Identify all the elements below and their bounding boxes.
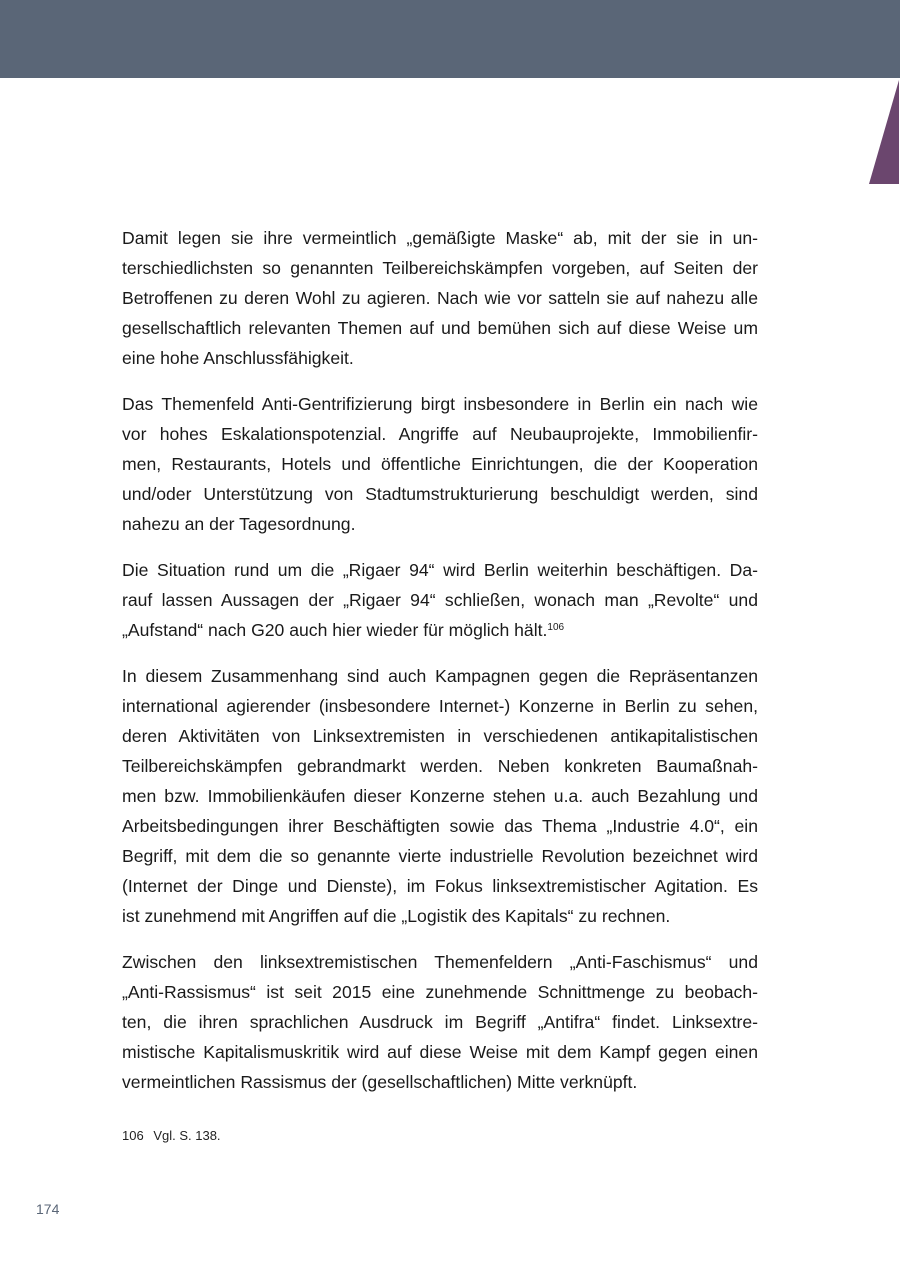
text-line — [122, 901, 758, 931]
text-line-content: (Internet der Dinge und Dienste), im Fokus linksextremistischer Agitation. Es — [122, 876, 758, 896]
text-line-content: Die Situation rund um die „Rigaer 94“ wird Berlin weiterhin beschäftigen. Da- — [122, 560, 758, 580]
text-line-content: Das Themenfeld Anti-Gentrifizierung birgt insbesondere in Berlin ein nach wie — [122, 394, 758, 414]
text-line — [122, 721, 758, 751]
header-bar — [0, 0, 900, 78]
text-line — [122, 1067, 758, 1097]
text-line-content: international agierender (insbesondere Internet-) Konzerne in Berlin zu sehen, — [122, 696, 758, 716]
text-line — [122, 479, 758, 509]
text-line-content: Arbeitsbedingungen ihrer Beschäftigten sowie das Thema „Industrie 4.0“, ein — [122, 816, 758, 836]
text-line — [122, 509, 758, 539]
text-line-content: terschiedlichsten so genannten Teilbereichskämpfen vorgeben, auf Seiten der — [122, 258, 758, 278]
text-line — [122, 1007, 758, 1037]
text-line — [122, 283, 758, 313]
text-line — [122, 389, 758, 419]
text-line — [122, 555, 758, 585]
text-line — [122, 1037, 758, 1067]
text-line-content: deren Aktivitäten von Linksextremisten in verschiedenen antikapitalistischen — [122, 726, 758, 746]
text-line-content: mistische Kapitalismuskritik wird auf diese Weise mit dem Kampf gegen einen — [122, 1042, 758, 1062]
text-line — [122, 615, 758, 645]
page-number: 174 — [36, 1201, 60, 1217]
paragraph — [122, 947, 758, 1097]
text-line — [122, 871, 758, 901]
text-line-content: men, Restaurants, Hotels und öffentliche Einrichtungen, die der Kooperation — [122, 454, 758, 474]
footnote — [122, 1128, 221, 1143]
text-line-content: ten, die ihren sprachlichen Ausdruck im Begriff „Antifra“ findet. Linksextre- — [122, 1012, 758, 1032]
text-line-content: nahezu an der Tagesordnung. — [122, 514, 356, 534]
text-line — [122, 751, 758, 781]
text-line-content: Zwischen den linksextremistischen Themenfeldern „Anti-Faschismus“ und — [122, 952, 758, 972]
text-line — [122, 781, 758, 811]
text-line-content: ist zunehmend mit Angriffen auf die „Logistik des Kapitals“ zu rechnen. — [122, 906, 671, 926]
body-text — [122, 223, 758, 1113]
text-line — [122, 947, 758, 977]
text-line-content: vor hohes Eskalationspotenzial. Angriffe auf Neubauprojekte, Immobilienfir- — [122, 424, 758, 444]
paragraph — [122, 661, 758, 931]
paragraph — [122, 223, 758, 373]
text-line — [122, 811, 758, 841]
paragraph — [122, 389, 758, 539]
text-line — [122, 313, 758, 343]
text-line-content: vermeintlichen Rassismus der (gesellschaftlichen) Mitte verknüpft. — [122, 1072, 638, 1092]
text-line-content: In diesem Zusammenhang sind auch Kampagnen gegen die Repräsentanzen — [122, 666, 758, 686]
footnote-number: 106 — [122, 1128, 144, 1143]
text-line-content: men bzw. Immobilienkäufen dieser Konzerne stehen u.a. auch Bezahlung und — [122, 786, 758, 806]
text-line-content: gesellschaftlich relevanten Themen auf und bemühen sich auf diese Weise um — [122, 318, 758, 338]
text-line-content: „Anti-Rassismus“ ist seit 2015 eine zunehmende Schnittmenge zu beobach- — [122, 982, 758, 1002]
text-line-content: und/oder Unterstützung von Stadtumstrukturierung beschuldigt werden, sind — [122, 484, 758, 504]
text-line — [122, 253, 758, 283]
text-line-content: Betroffenen zu deren Wohl zu agieren. Nach wie vor satteln sie auf nahezu alle — [122, 288, 758, 308]
paragraph — [122, 555, 758, 645]
text-line-content: eine hohe Anschlussfähigkeit. — [122, 348, 354, 368]
chapter-tab-marker — [869, 80, 899, 184]
text-line-content: Teilbereichskämpfen gebrandmarkt werden. Neben konkreten Baumaßnah- — [122, 756, 758, 776]
footnote-reference[interactable]: 106 — [547, 622, 565, 633]
text-line — [122, 691, 758, 721]
text-line — [122, 977, 758, 1007]
text-line-content: Begriff, mit dem die so genannte vierte industrielle Revolution bezeichnet wird — [122, 846, 758, 866]
text-line — [122, 343, 758, 373]
text-line — [122, 449, 758, 479]
text-line — [122, 661, 758, 691]
text-line-content: Damit legen sie ihre vermeintlich „gemäßigte Maske“ ab, mit der sie in un- — [122, 228, 758, 248]
text-line — [122, 585, 758, 615]
text-line — [122, 223, 758, 253]
text-line — [122, 841, 758, 871]
text-line-content: „Aufstand“ nach G20 auch hier wieder für möglich hält. — [122, 620, 548, 640]
footnote-text: Vgl. S. 138. — [153, 1128, 221, 1143]
text-line — [122, 419, 758, 449]
text-line-content: rauf lassen Aussagen der „Rigaer 94“ schließen, wonach man „Revolte“ und — [122, 590, 758, 610]
